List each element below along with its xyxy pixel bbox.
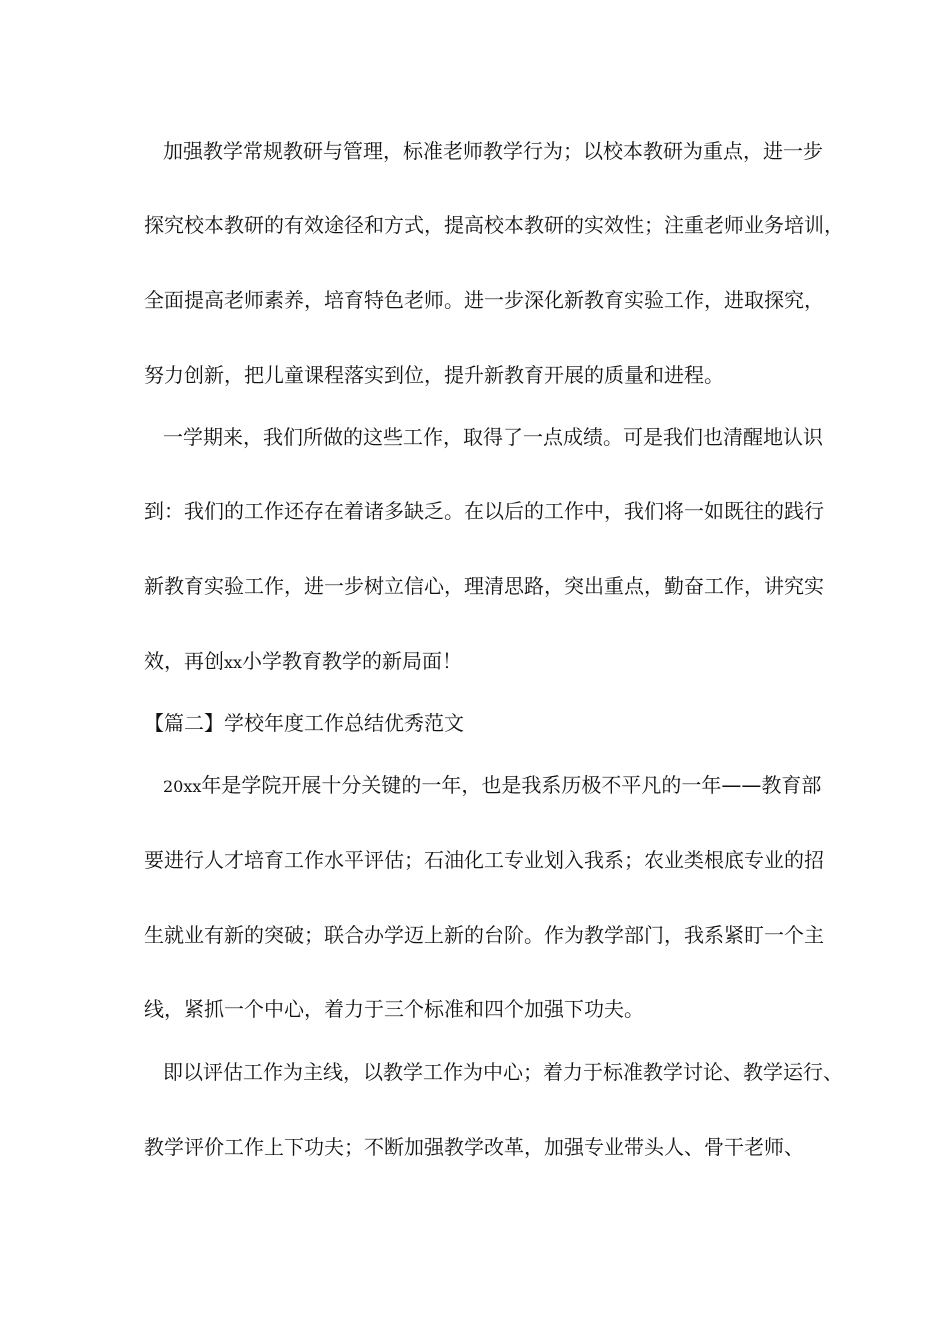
placeholder-xx: xx xyxy=(224,653,243,672)
text-segment: 小学教育教学的新局面！ xyxy=(242,649,463,673)
paragraph-line: 一学期来，我们所做的这些工作，取得了一点成绩。可是我们也清醒地认识 xyxy=(163,425,823,449)
year-placeholder: 20xx xyxy=(163,777,202,796)
section-heading: 【篇二】学校年度工作总结优秀范文 xyxy=(144,711,464,735)
paragraph-line: 到：我们的工作还存在着诸多缺乏。在以后的工作中，我们将一如既往的践行 xyxy=(144,499,824,523)
paragraph-line: 全面提高老师素养，培育特色老师。进一步深化新教育实验工作，进取探究， xyxy=(144,288,824,312)
paragraph-line: 线，紧抓一个中心，着力于三个标准和四个加强下功夫。 xyxy=(144,997,644,1021)
text-segment: 效，再创 xyxy=(144,649,224,673)
paragraph-line xyxy=(144,647,462,677)
paragraph-line: 即以评估工作为主线，以教学工作为中心；着力于标准教学讨论、教学运行、 xyxy=(163,1060,843,1084)
paragraph-line: 加强教学常规教研与管理，标准老师教学行为；以校本教研为重点，进一步 xyxy=(163,139,823,163)
paragraph-line: 要进行人才培育工作水平评估；石油化工专业划入我系；农业类根底专业的招 xyxy=(144,848,824,872)
paragraph-line: 努力创新，把儿童课程落实到位，提升新教育开展的质量和进程。 xyxy=(144,363,724,387)
paragraph-line xyxy=(163,771,821,801)
text-segment: 年是学院开展十分关键的一年，也是我系历极不平凡的一年——教育部 xyxy=(201,773,822,797)
paragraph-line: 生就业有新的突破；联合办学迈上新的台阶。作为教学部门，我系紧盯一个主 xyxy=(144,923,824,947)
paragraph-line: 探究校本教研的有效途径和方式，提高校本教研的实效性；注重老师业务培训， xyxy=(144,213,844,237)
paragraph-line: 教学评价工作上下功夫；不断加强教学改革，加强专业带头人、骨干老师、 xyxy=(144,1135,804,1159)
paragraph-line: 新教育实验工作，进一步树立信心，理清思路，突出重点，勤奋工作，讲究实 xyxy=(144,574,824,598)
